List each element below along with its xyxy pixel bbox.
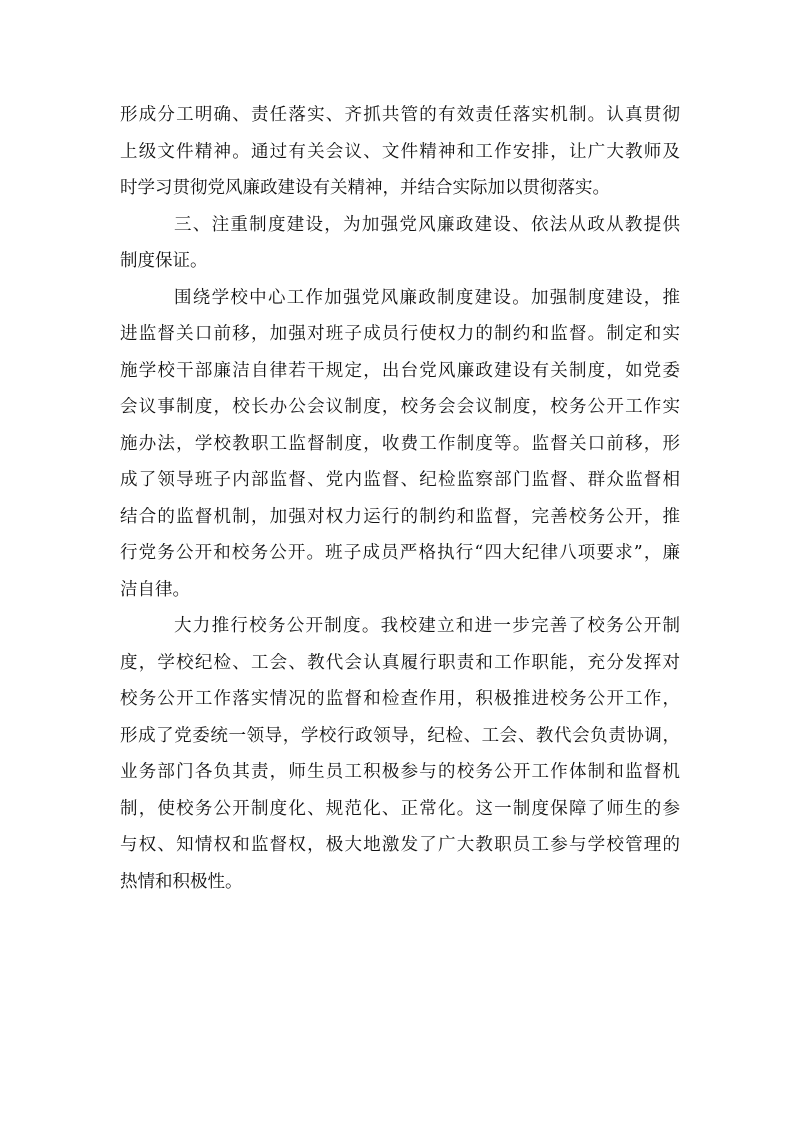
text-line: 热情和积极性。 [120, 871, 243, 892]
section-heading-line: 三、注重制度建设，为加强党风廉政建设、依法从政从教提供 [174, 214, 680, 235]
text-line: 与权、知情权和监督权，极大地激发了广大教职员工参与学校管理的 [120, 835, 680, 855]
text-line: 制，使校务公开制度化、规范化、正常化。这一制度保障了师生的参 [120, 798, 680, 819]
text-line: 行党务公开和校务公开。班子成员严格执行“四大纪律八项要求”，廉 [120, 543, 680, 563]
text-line: 校务公开工作落实情况的监督和检查作用，积极推进校务公开工作， [120, 689, 680, 709]
text-line: 施学校干部廉洁自律若干规定，出台党风廉政建设有关制度，如党委 [120, 360, 680, 381]
text-line: 成了领导班子内部监督、党内监督、纪检监察部门监督、群众监督相 [120, 470, 680, 490]
text-line: 度，学校纪检、工会、教代会认真履行职责和工作职能，充分发挥对 [120, 652, 680, 673]
text-line: 业务部门各负其责，师生员工积极参与的校务公开工作体制和监督机 [120, 762, 680, 782]
text-line: 形成分工明确、责任落实、齐抓共管的有效责任落实机制。认真贯彻 [120, 105, 680, 125]
text-line: 施办法，学校教职工监督制度，收费工作制度等。监督关口前移，形 [120, 433, 680, 454]
text-line: 上级文件精神。通过有关会议、文件精神和工作安排，让广大教师及 [120, 141, 680, 162]
document-body [120, 97, 680, 900]
text-line: 会议事制度，校长办公会议制度，校务会会议制度，校务公开工作实 [120, 397, 680, 417]
text-line: 洁自律。 [120, 579, 190, 600]
text-line: 进监督关口前移，加强对班子成员行使权力的制约和监督。制定和实 [120, 324, 680, 344]
text-line: 形成了党委统一领导，学校行政领导，纪检、工会、教代会负责协调， [120, 725, 680, 746]
text-line: 时学习贯彻党风廉政建设有关精神，并结合实际加以贯彻落实。 [120, 178, 610, 198]
text-line: 大力推行校务公开制度。我校建立和进一步完善了校务公开制 [174, 616, 680, 636]
text-line: 围绕学校中心工作加强党风廉政制度建设。加强制度建设，推 [174, 287, 680, 308]
section-heading-line: 制度保证。 [120, 251, 208, 271]
text-line: 结合的监督机制，加强对权力运行的制约和监督，完善校务公开，推 [120, 506, 680, 527]
